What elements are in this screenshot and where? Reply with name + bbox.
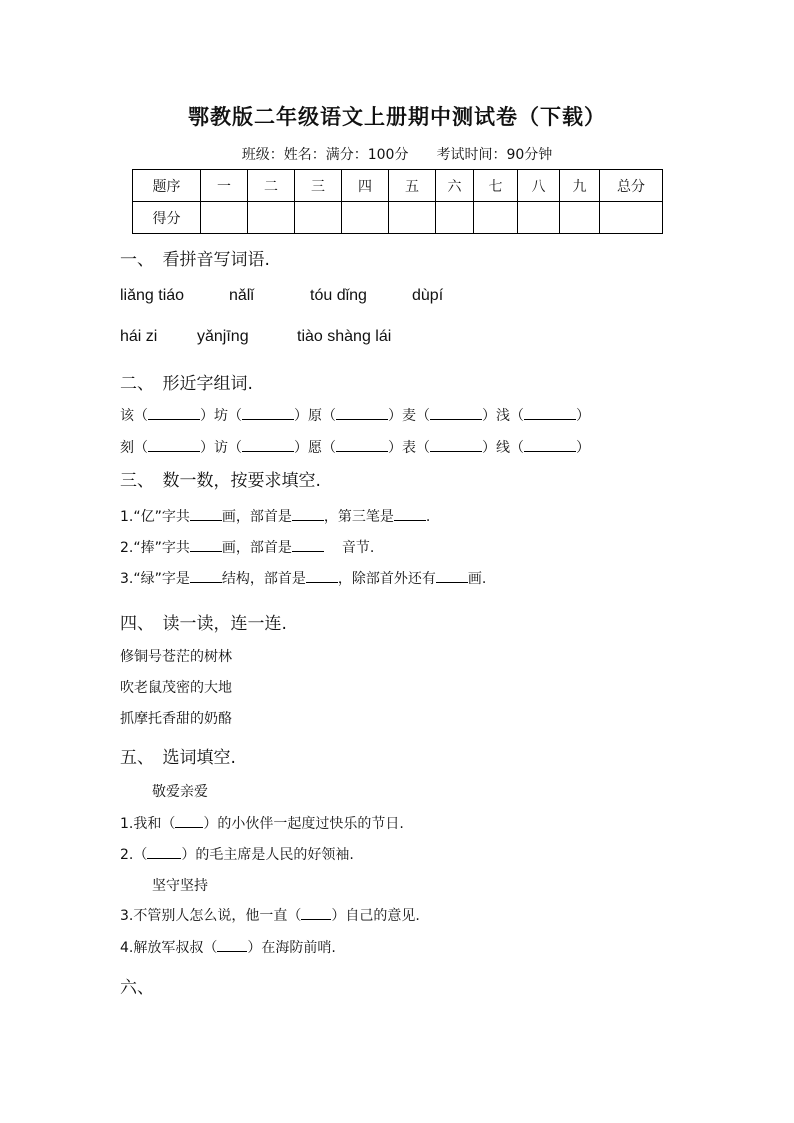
question-line: 1.“亿”字共 画，部首是 ，第三笔是 . xyxy=(120,509,431,525)
score-cell[interactable] xyxy=(248,202,295,234)
header-cell: 九 xyxy=(560,170,600,202)
header-cell: 六 xyxy=(436,170,474,202)
score-cell[interactable] xyxy=(436,202,474,234)
header-cell: 五 xyxy=(389,170,436,202)
header-cell: 一 xyxy=(201,170,248,202)
match-line: 抓摩托香甜的奶酪 xyxy=(120,711,232,727)
score-table xyxy=(132,169,663,234)
answer-blank[interactable] xyxy=(336,439,388,452)
answer-blank[interactable] xyxy=(242,439,294,452)
answer-blank[interactable] xyxy=(190,539,222,552)
char: 访 xyxy=(214,440,228,456)
pinyin-item: yǎnjīng xyxy=(197,328,249,345)
header-cell: 二 xyxy=(248,170,295,202)
section-5-heading: 五、 选词填空. xyxy=(120,748,236,768)
answer-blank[interactable] xyxy=(242,407,294,420)
pinyin-item: liǎng tiáo xyxy=(120,287,185,304)
score-cell[interactable] xyxy=(518,202,560,234)
answer-blank[interactable] xyxy=(436,570,468,583)
section-1-heading: 一、 看拼音写词语. xyxy=(120,250,270,270)
header-cell: 三 xyxy=(295,170,342,202)
score-cell[interactable] xyxy=(389,202,436,234)
answer-blank[interactable] xyxy=(301,907,331,920)
pinyin-item: tóu dǐng xyxy=(310,287,367,304)
header-cell: 七 xyxy=(474,170,518,202)
score-cell[interactable] xyxy=(295,202,342,234)
char: 愿 xyxy=(308,440,322,456)
question-line: 2.（ ）的毛主席是人民的好领袖. xyxy=(120,847,354,863)
section-2-heading: 二、 形近字组词. xyxy=(120,374,253,394)
section-4-heading: 四、 读一读，连一连. xyxy=(120,614,287,634)
char: 原 xyxy=(308,408,322,424)
char: 坊 xyxy=(214,408,228,424)
char: 该 xyxy=(120,408,134,424)
answer-blank[interactable] xyxy=(430,407,482,420)
header-cell: 四 xyxy=(342,170,389,202)
char: 表 xyxy=(402,440,416,456)
answer-blank[interactable] xyxy=(336,407,388,420)
score-cell[interactable] xyxy=(342,202,389,234)
char: 浅 xyxy=(496,408,510,424)
answer-blank[interactable] xyxy=(190,508,222,521)
section-6-heading: 六、 xyxy=(120,978,154,998)
score-header-row xyxy=(133,170,663,202)
score-row-label: 得分 xyxy=(133,202,201,234)
header-cell: 总分 xyxy=(600,170,663,202)
answer-blank[interactable] xyxy=(148,407,200,420)
answer-blank[interactable] xyxy=(292,508,324,521)
score-row xyxy=(133,202,663,234)
score-cell[interactable] xyxy=(201,202,248,234)
pinyin-item: nǎlǐ xyxy=(229,287,254,304)
question-line: 3.“绿”字是 结构，部首是 ，除部首外还有 画. xyxy=(120,571,487,587)
answer-blank[interactable] xyxy=(175,815,203,828)
char: 刻 xyxy=(120,440,134,456)
header-cell: 题序 xyxy=(133,170,201,202)
answer-blank[interactable] xyxy=(217,939,247,952)
word-choices: 敬爱亲爱 xyxy=(152,784,208,800)
page-title: 鄂教版二年级语文上册期中测试卷（下载） xyxy=(188,105,606,129)
char: 麦 xyxy=(402,408,416,424)
question-line: 4.解放军叔叔（ ）在海防前哨. xyxy=(120,940,336,956)
match-line: 修铜号苍茫的树林 xyxy=(120,649,232,665)
word-choices: 坚守坚持 xyxy=(152,878,208,894)
answer-blank[interactable] xyxy=(430,439,482,452)
score-cell[interactable] xyxy=(474,202,518,234)
answer-blank[interactable] xyxy=(524,439,576,452)
answer-blank[interactable] xyxy=(394,508,426,521)
answer-blank[interactable] xyxy=(292,539,324,552)
char-group-row: 该（ ）坊（ ）原（ ）麦（ ）浅（ ） xyxy=(120,408,590,424)
pinyin-item: tiào shàng lái xyxy=(297,328,392,345)
question-line: 1.我和（ ）的小伙伴一起度过快乐的节日. xyxy=(120,816,404,832)
answer-blank[interactable] xyxy=(148,439,200,452)
score-cell[interactable] xyxy=(560,202,600,234)
char-group-row: 刻（ ）访（ ）愿（ ）表（ ）线（ ） xyxy=(120,440,590,456)
answer-blank[interactable] xyxy=(190,570,222,583)
question-line: 2.“捧”字共 画，部首是 音节. xyxy=(120,540,375,556)
answer-blank[interactable] xyxy=(147,846,181,859)
answer-blank[interactable] xyxy=(524,407,576,420)
pinyin-item: dùpí xyxy=(412,287,444,304)
section-3-heading: 三、 数一数，按要求填空. xyxy=(120,471,321,491)
exam-info: 班级：姓名：满分：100分 考试时间：90分钟 xyxy=(241,147,553,163)
match-line: 吹老鼠茂密的大地 xyxy=(120,680,232,696)
answer-blank[interactable] xyxy=(306,570,338,583)
question-line: 3.不管别人怎么说，他一直（ ）自己的意见. xyxy=(120,908,420,924)
header-cell: 八 xyxy=(518,170,560,202)
score-cell[interactable] xyxy=(600,202,663,234)
char: 线 xyxy=(496,440,510,456)
pinyin-item: hái zi xyxy=(120,328,158,345)
